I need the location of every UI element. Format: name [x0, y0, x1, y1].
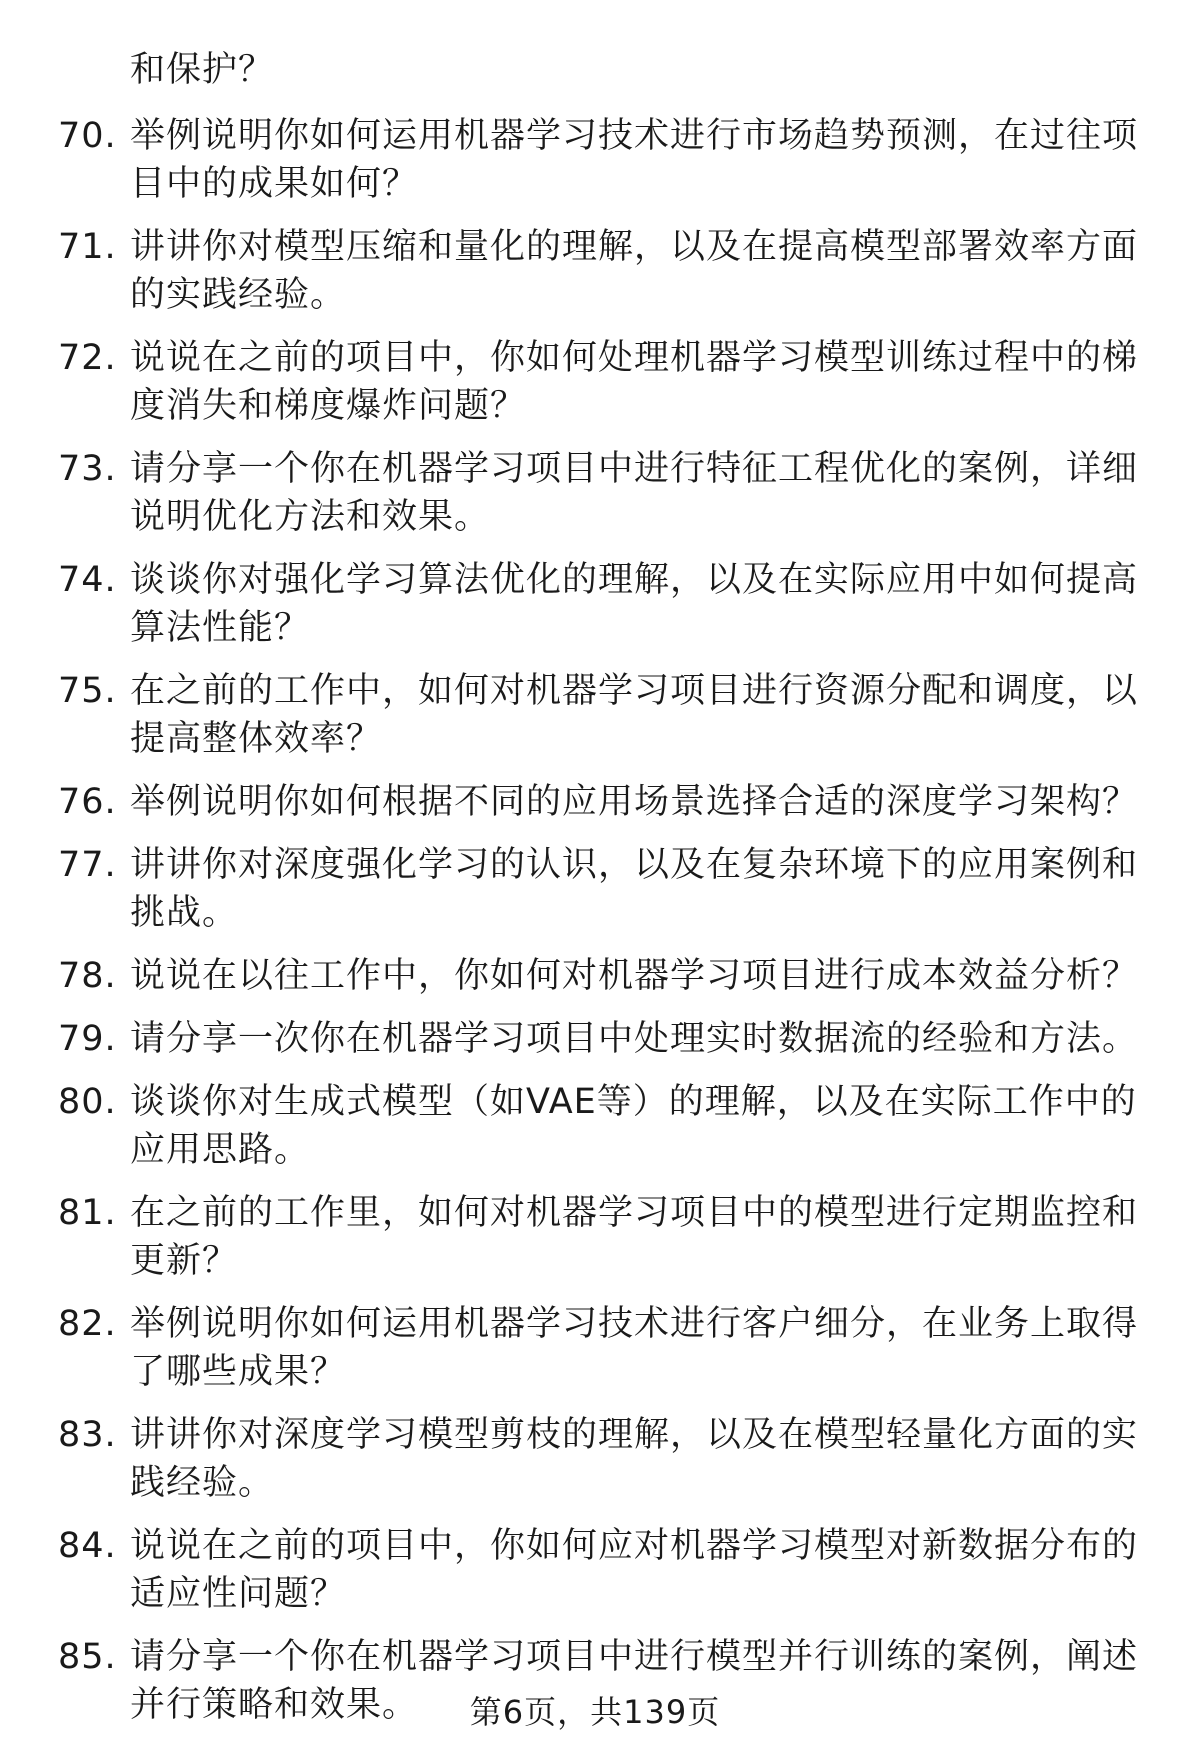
- question-number: 74.: [58, 560, 117, 600]
- question-item: [0, 556, 1190, 652]
- question-number: 75.: [58, 671, 117, 711]
- question-item: [0, 334, 1190, 430]
- question-number: 72.: [58, 338, 117, 378]
- question-item: [0, 841, 1190, 937]
- question-number: 78.: [58, 956, 117, 996]
- question-number: 81.: [58, 1193, 117, 1233]
- question-number: 70.: [58, 116, 117, 156]
- question-item: [0, 112, 1190, 208]
- question-text: 谈谈你对生成式模型（如VAE等）的理解，以及在实际工作中的应用思路。: [130, 1082, 1137, 1170]
- question-item: [0, 1015, 1190, 1063]
- question-item: [0, 952, 1190, 1000]
- question-item: [0, 1300, 1190, 1396]
- question-number: 77.: [58, 845, 117, 885]
- question-item: [0, 1411, 1190, 1507]
- question-text: 谈谈你对强化学习算法优化的理解，以及在实际应用中如何提高算法性能？: [130, 560, 1139, 648]
- question-number: 83.: [58, 1415, 117, 1455]
- question-number: 79.: [58, 1019, 117, 1059]
- question-text: 说说在之前的项目中，你如何应对机器学习模型对新数据分布的适应性问题？: [130, 1526, 1139, 1614]
- question-text: 讲讲你对深度学习模型剪枝的理解，以及在模型轻量化方面的实践经验。: [130, 1415, 1139, 1503]
- question-item: [0, 1522, 1190, 1618]
- question-item: [0, 445, 1190, 541]
- question-text: 请分享一次你在机器学习项目中处理实时数据流的经验和方法。: [130, 1019, 1139, 1059]
- question-text: 举例说明你如何运用机器学习技术进行市场趋势预测，在过往项目中的成果如何？: [130, 116, 1139, 204]
- question-item: [0, 667, 1190, 763]
- page-footer: 第6页，共139页: [469, 1693, 721, 1731]
- continued-question-text: 和保护？: [130, 50, 275, 90]
- question-text: 举例说明你如何运用机器学习技术进行客户细分，在业务上取得了哪些成果？: [130, 1304, 1139, 1392]
- question-number: 85.: [58, 1637, 117, 1677]
- question-text: 说说在之前的项目中，你如何处理机器学习模型训练过程中的梯度消失和梯度爆炸问题？: [130, 338, 1139, 426]
- question-number: 76.: [58, 782, 117, 822]
- question-item: [0, 223, 1190, 319]
- question-list: [0, 112, 1190, 1744]
- question-number: 73.: [58, 449, 117, 489]
- question-text: 在之前的工作中，如何对机器学习项目进行资源分配和调度，以提高整体效率？: [130, 671, 1139, 759]
- question-number: 84.: [58, 1526, 117, 1566]
- question-text: 请分享一个你在机器学习项目中进行模型并行训练的案例，阐述并行策略和效果。: [130, 1637, 1139, 1725]
- question-text: 请分享一个你在机器学习项目中进行特征工程优化的案例，详细说明优化方法和效果。: [130, 449, 1139, 537]
- question-number: 82.: [58, 1304, 117, 1344]
- question-text: 在之前的工作里，如何对机器学习项目中的模型进行定期监控和更新？: [130, 1193, 1139, 1281]
- question-item: [0, 1189, 1190, 1285]
- question-number: 80.: [58, 1082, 117, 1122]
- question-text: 讲讲你对深度强化学习的认识，以及在复杂环境下的应用案例和挑战。: [130, 845, 1139, 933]
- question-item: [0, 1078, 1190, 1174]
- question-text: 讲讲你对模型压缩和量化的理解，以及在提高模型部署效率方面的实践经验。: [130, 227, 1139, 315]
- question-item: [0, 778, 1190, 826]
- question-text: 举例说明你如何根据不同的应用场景选择合适的深度学习架构？: [130, 782, 1139, 822]
- question-number: 71.: [58, 227, 117, 267]
- question-text: 说说在以往工作中，你如何对机器学习项目进行成本效益分析？: [130, 956, 1139, 996]
